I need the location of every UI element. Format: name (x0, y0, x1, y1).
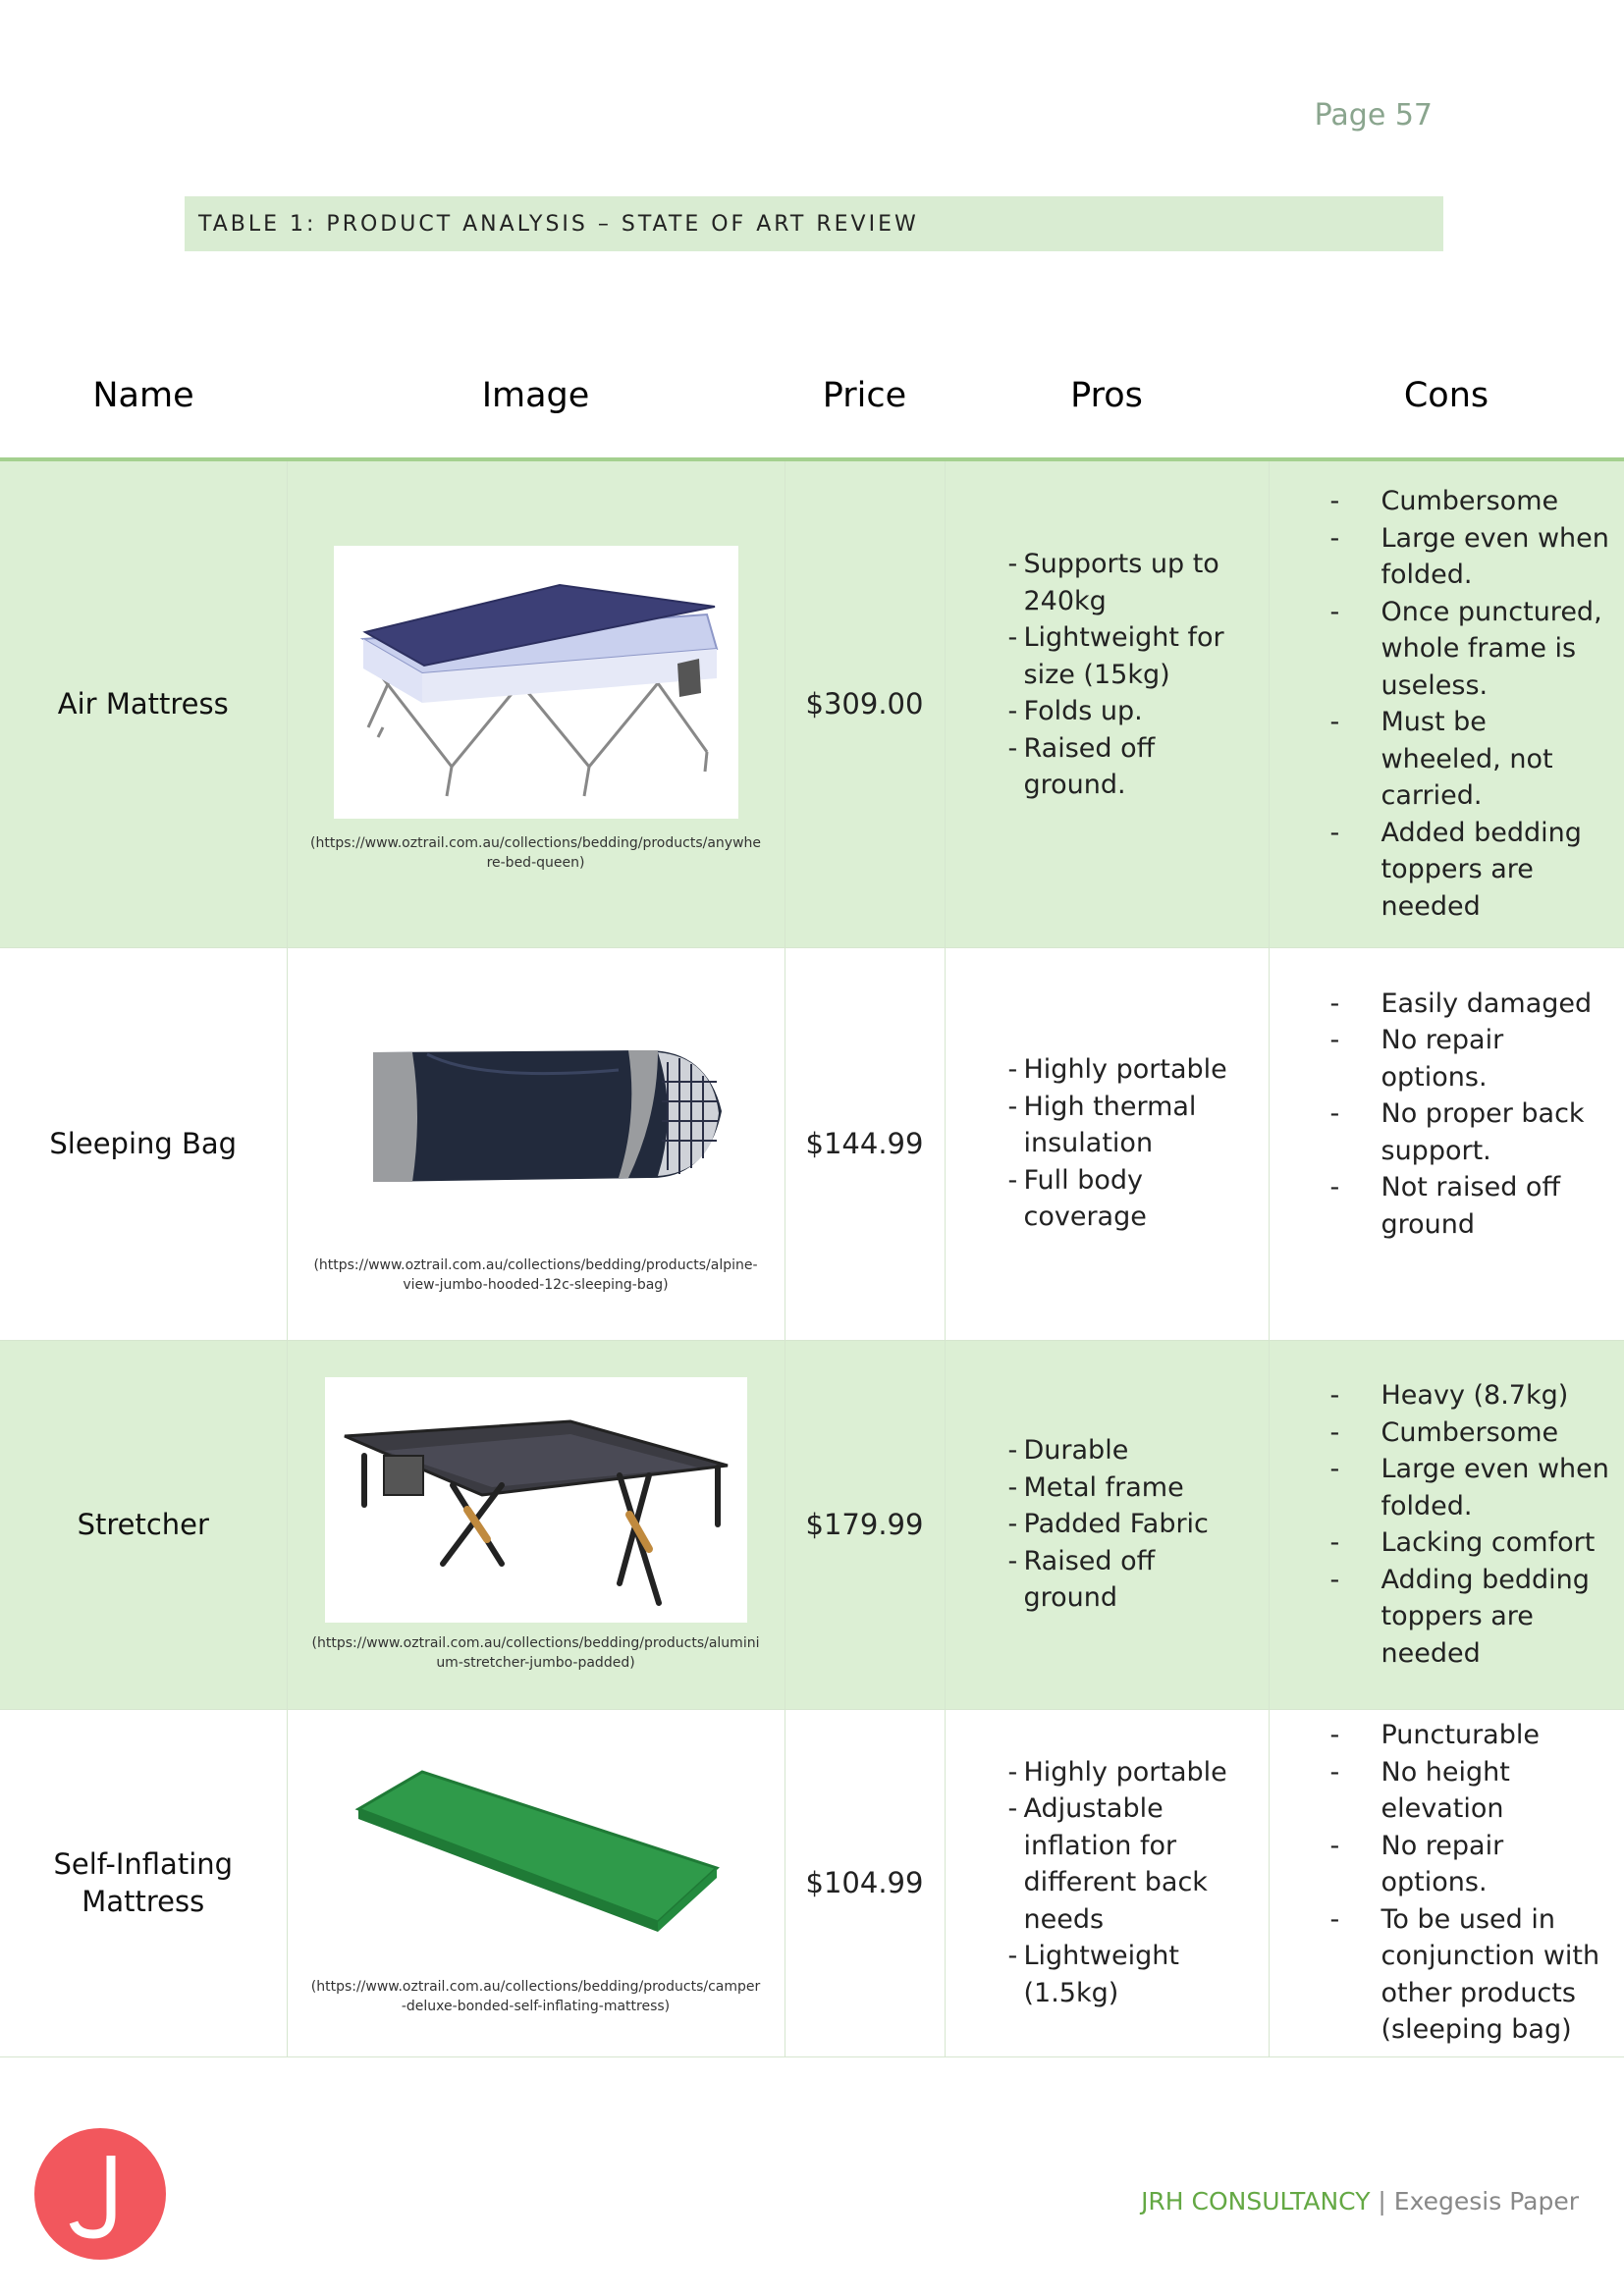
pros-item: - Metal frame (946, 1469, 1255, 1507)
cons-item: - Large even when folded. (1270, 520, 1611, 594)
sleeping-bag-image (334, 1042, 738, 1190)
pros-item: - Durable (946, 1432, 1255, 1469)
cons-cell (1269, 459, 1624, 947)
cons-item: - To be used in conjunction with other products (sleeping bag) (1270, 1901, 1611, 2049)
table-row (0, 1709, 1624, 2056)
product-name: Air Mattress (57, 687, 229, 721)
pros-list (946, 1754, 1269, 2012)
pros-item: - Padded Fabric (946, 1506, 1255, 1543)
product-name-cell (0, 947, 287, 1340)
table-row (0, 459, 1624, 947)
image-caption: (https://www.oztrail.com.au/collections/bedding/products/camper-deluxe-bonded-self-inflating-mattress) (310, 1978, 761, 2014)
product-image-cell (287, 1340, 785, 1709)
cons-item: - Cumbersome (1270, 483, 1611, 520)
header-pros: Pros (945, 334, 1269, 459)
cons-cell (1269, 947, 1624, 1340)
product-image-cell (287, 459, 785, 947)
document-type: Exegesis Paper (1393, 2187, 1579, 2216)
product-price: $104.99 (785, 1709, 945, 2056)
pros-cell (945, 459, 1269, 947)
product-name: Stretcher (77, 1508, 209, 1541)
table-row (0, 947, 1624, 1340)
product-image-cell (287, 1709, 785, 2056)
page-number: Page 57 (1314, 98, 1433, 133)
cons-item: - No height elevation (1270, 1754, 1611, 1828)
pros-list (946, 546, 1269, 804)
product-name: Mattress (81, 1885, 205, 1918)
cons-list (1270, 1377, 1624, 1672)
table-title (185, 196, 1443, 251)
table-title-text: TABLE 1: PRODUCT ANALYSIS – STATE OF ART REVIEW (198, 211, 919, 237)
product-price: $179.99 (785, 1340, 945, 1709)
jrh-logo (34, 2128, 166, 2260)
product-name: Self-Inflating (53, 1847, 234, 1881)
pros-list (946, 1432, 1269, 1617)
product-price: $144.99 (785, 947, 945, 1340)
brand-name: JRH CONSULTANCY (1141, 2187, 1371, 2216)
pros-item: - Lightweight (1.5kg) (946, 1938, 1255, 2011)
product-price: $309.00 (785, 459, 945, 947)
cons-item: - Heavy (8.7kg) (1270, 1377, 1611, 1415)
table-row (0, 1340, 1624, 1709)
pros-item: - Lightweight for size (15kg) (946, 619, 1255, 693)
cons-cell (1269, 1340, 1624, 1709)
pros-cell (945, 1340, 1269, 1709)
cons-list (1270, 986, 1624, 1244)
pros-list (946, 1051, 1269, 1236)
cons-item: - Added bedding toppers are needed (1270, 815, 1611, 926)
cons-list (1270, 1717, 1624, 2049)
footer-separator: | (1370, 2187, 1394, 2216)
footer-brand (1141, 2187, 1579, 2216)
image-caption: (https://www.oztrail.com.au/collections/bedding/products/aluminium-stretcher-jumbo-padded) (311, 1634, 760, 1671)
cons-item: - Cumbersome (1270, 1415, 1611, 1452)
cons-item: - Lacking comfort (1270, 1524, 1611, 1562)
cons-item: - Not raised off ground (1270, 1169, 1611, 1243)
cons-list (1270, 483, 1624, 925)
product-name-cell (0, 1709, 287, 2056)
pros-item: - Supports up to 240kg (946, 546, 1255, 619)
header-price: Price (785, 334, 945, 459)
stretcher-image (325, 1377, 747, 1623)
pros-item: - Raised off ground (946, 1543, 1255, 1617)
product-analysis-table (0, 334, 1624, 2057)
air-mattress-image (334, 546, 738, 819)
pros-item: - Highly portable (946, 1754, 1255, 1791)
cons-item: - Easily damaged (1270, 986, 1611, 1023)
pros-item: - Highly portable (946, 1051, 1255, 1089)
pros-item: - Adjustable inflation for different back needs (946, 1790, 1255, 1938)
pros-item: - Folds up. (946, 693, 1255, 730)
table-header-row (0, 334, 1624, 459)
image-caption: (https://www.oztrail.com.au/collections/bedding/products/alpine-view-jumbo-hooded-12c-sleeping-bag) (313, 1256, 758, 1293)
cons-cell (1269, 1709, 1624, 2056)
logo-letter-j-icon (34, 2128, 166, 2260)
cons-item: - No repair options. (1270, 1828, 1611, 1901)
cons-item: - Large even when folded. (1270, 1451, 1611, 1524)
cons-item: - Puncturable (1270, 1717, 1611, 1754)
product-name-cell (0, 1340, 287, 1709)
product-image-cell (287, 947, 785, 1340)
cons-item: - Once punctured, whole frame is useless. (1270, 594, 1611, 705)
pros-item: - Raised off ground. (946, 730, 1255, 804)
pros-item: - High thermal insulation (946, 1089, 1255, 1162)
pros-item: - Full body coverage (946, 1162, 1255, 1236)
cons-item: - No proper back support. (1270, 1095, 1611, 1169)
cons-item: - No repair options. (1270, 1022, 1611, 1095)
product-name-cell (0, 459, 287, 947)
pros-cell (945, 947, 1269, 1340)
header-cons: Cons (1269, 334, 1624, 459)
header-image: Image (287, 334, 785, 459)
product-name: Sleeping Bag (49, 1127, 238, 1160)
header-name: Name (0, 334, 287, 459)
self-inflating-mattress-image (334, 1760, 738, 1937)
cons-item: - Must be wheeled, not carried. (1270, 704, 1611, 815)
cons-item: - Adding bedding toppers are needed (1270, 1562, 1611, 1673)
image-caption: (https://www.oztrail.com.au/collections/bedding/products/anywhere-bed-queen) (310, 834, 761, 871)
pros-cell (945, 1709, 1269, 2056)
